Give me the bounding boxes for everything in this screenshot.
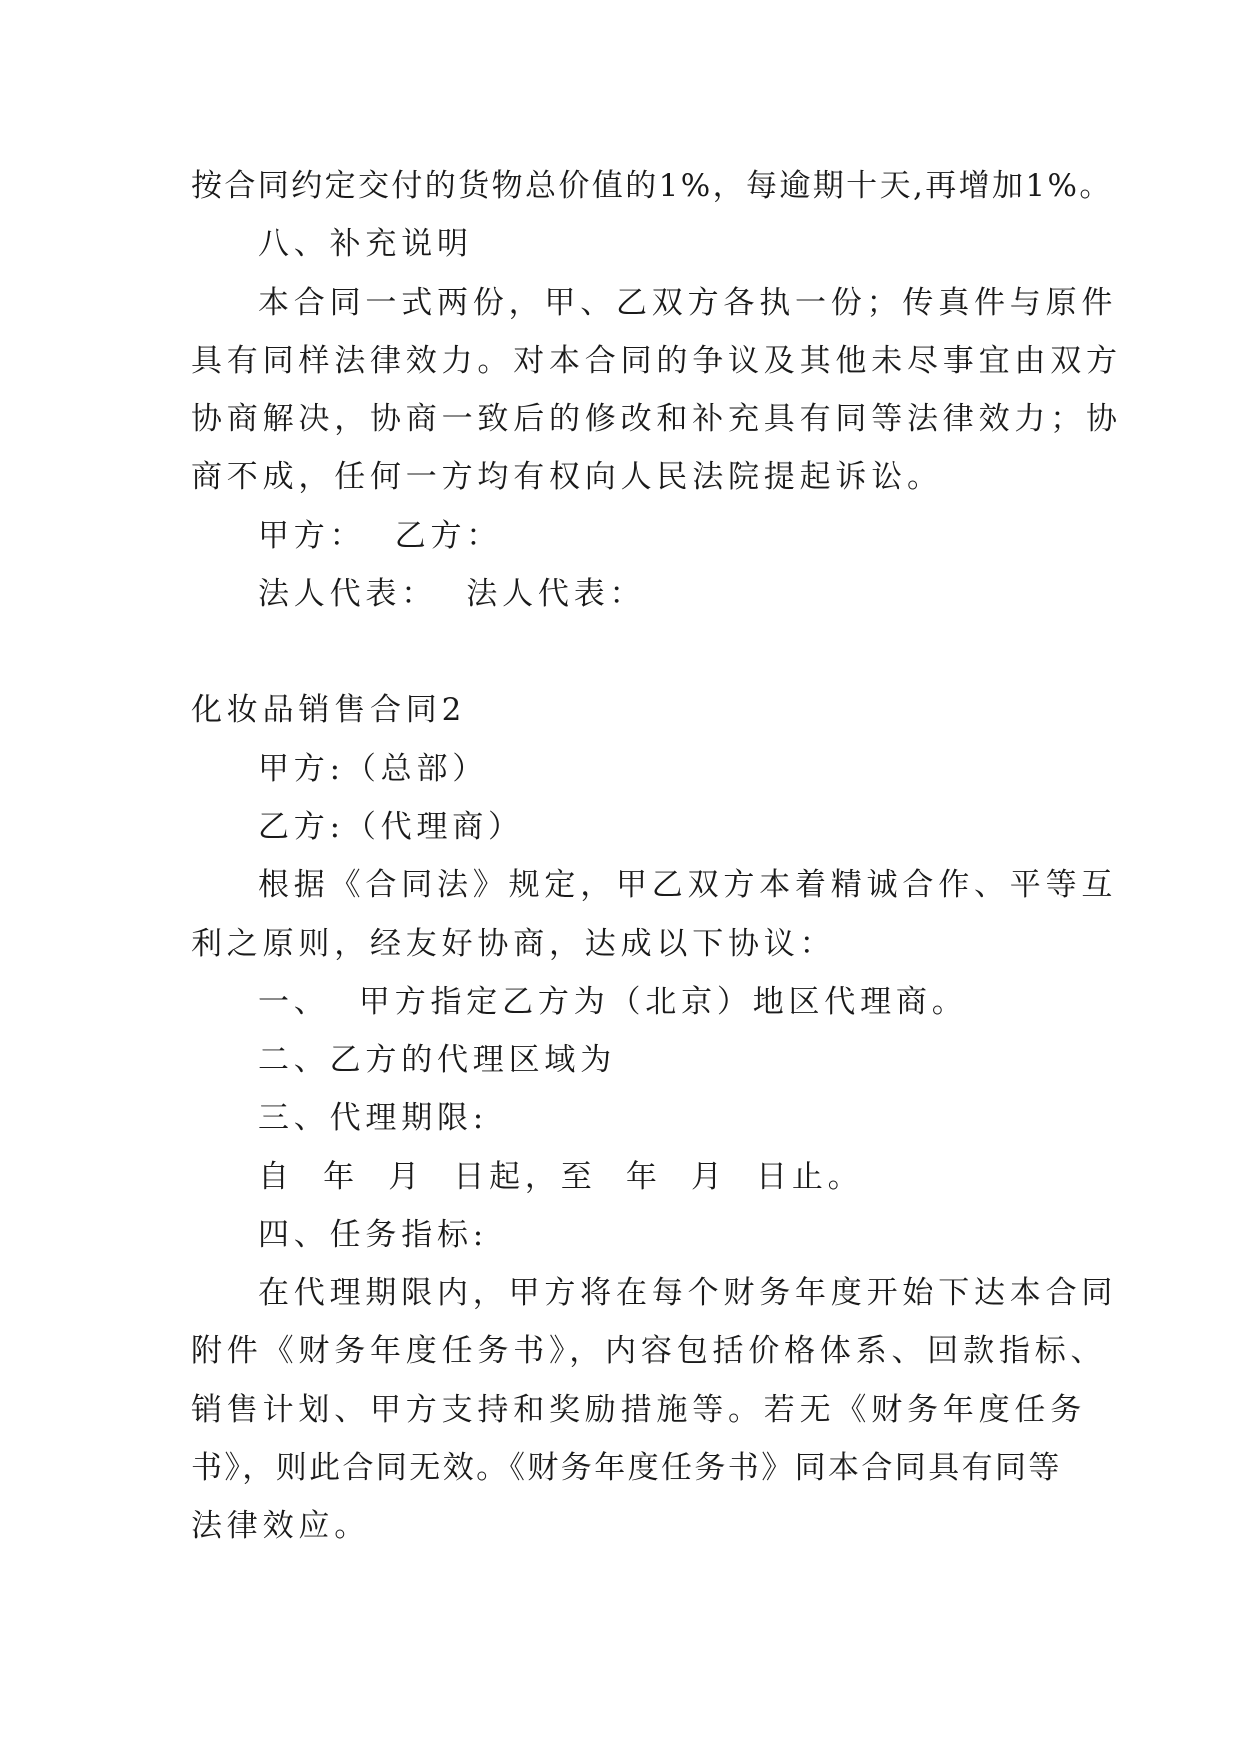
text-line: 附件《财务年度任务书》，内容包括价格体系、回款指标、 bbox=[191, 1333, 1107, 1369]
clause-line: 二、乙方的代理区域为 bbox=[258, 1042, 616, 1078]
clause-line: 四、任务指标: bbox=[258, 1217, 489, 1253]
text-line: 根据《合同法》规定，甲乙双方本着精诚合作、平等互 bbox=[258, 867, 1118, 903]
section-heading: 八、补充说明 bbox=[258, 226, 473, 262]
text-line: 协商解决，协商一致后的修改和补充具有同等法律效力；协 bbox=[191, 401, 1122, 437]
party-line: 甲方:（总部） bbox=[258, 751, 489, 787]
text-line: 按合同约定交付的货物总价值的1%，每逾期十天,再增加1%。 bbox=[191, 168, 1113, 204]
text-line: 商不成，任何一方均有权向人民法院提起诉讼。 bbox=[191, 459, 943, 495]
clause-line: 一、 甲方指定乙方为（北京）地区代理商。 bbox=[258, 984, 968, 1020]
text-line: 销售计划、甲方支持和奖励措施等。若无《财务年度任务 bbox=[191, 1392, 1086, 1428]
text-line: 法律效应。 bbox=[191, 1508, 370, 1544]
text-line: 在代理期限内，甲方将在每个财务年度开始下达本合同 bbox=[258, 1275, 1118, 1311]
signature-line: 法人代表： 法人代表： bbox=[258, 576, 646, 612]
text-line: 具有同样法律效力。对本合同的争议及其他未尽事宜由双方 bbox=[191, 343, 1122, 379]
signature-line: 甲方： 乙方： bbox=[258, 518, 503, 554]
text-line: 书》，则此合同无效。《财务年度任务书》同本合同具有同等 bbox=[191, 1450, 1062, 1486]
party-line: 乙方:（代理商） bbox=[258, 809, 524, 845]
text-line: 本合同一式两份，甲、乙双方各执一份；传真件与原件 bbox=[258, 285, 1118, 321]
clause-line: 三、代理期限: bbox=[258, 1100, 489, 1136]
document-title: 化妆品销售合同2 bbox=[191, 692, 467, 728]
text-line: 利之原则，经友好协商，达成以下协议： bbox=[191, 926, 836, 962]
text-line: 自 年 月 日起，至 年 月 日止。 bbox=[258, 1159, 864, 1195]
